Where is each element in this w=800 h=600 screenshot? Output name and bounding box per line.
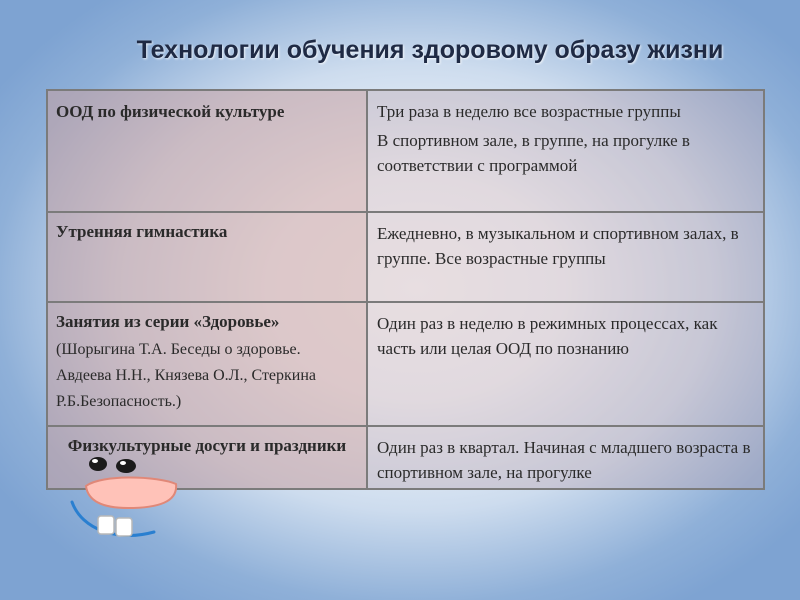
activity-note: (Шорыгина Т.А. Беседы о здоровье. Авдеева Н.Н., Князева О.Л., Стеркина Р.Б.Безопасность.) <box>56 341 317 410</box>
table-row <box>47 302 764 426</box>
activity-cell <box>47 90 367 212</box>
details-text: Три раза в неделю все возрастные группы <box>377 102 681 121</box>
activity-label: Занятия из серии «Здоровье» <box>56 312 280 331</box>
activity-cell <box>47 212 367 302</box>
details-text: В спортивном зале, в группе, на прогулке в соответствии с программой <box>377 131 690 175</box>
slide-title: Технологии обучения здоровому образу жизни <box>136 36 724 64</box>
details-cell <box>367 302 764 426</box>
details-cell <box>367 426 764 489</box>
activity-label: Физкультурные досуги и праздники <box>67 436 347 455</box>
details-text: Один раз в неделю в режимных процессах, как часть или целая ООД по познанию <box>377 314 718 358</box>
details-text: Один раз в квартал. Начиная с младшего возраста в спортивном зале, на прогулке <box>377 438 751 482</box>
activity-cell <box>47 302 367 426</box>
details-cell <box>367 212 764 302</box>
table-row <box>47 90 764 212</box>
activity-label: ООД по физической культуре <box>56 102 285 121</box>
activity-label: Утренняя гимнастика <box>56 222 228 241</box>
table-row <box>47 212 764 302</box>
details-text: Ежедневно, в музыкальном и спортивном залах, в группе. Все возрастные группы <box>377 224 739 268</box>
mascot-face-icon <box>58 420 208 560</box>
details-cell <box>367 90 764 212</box>
